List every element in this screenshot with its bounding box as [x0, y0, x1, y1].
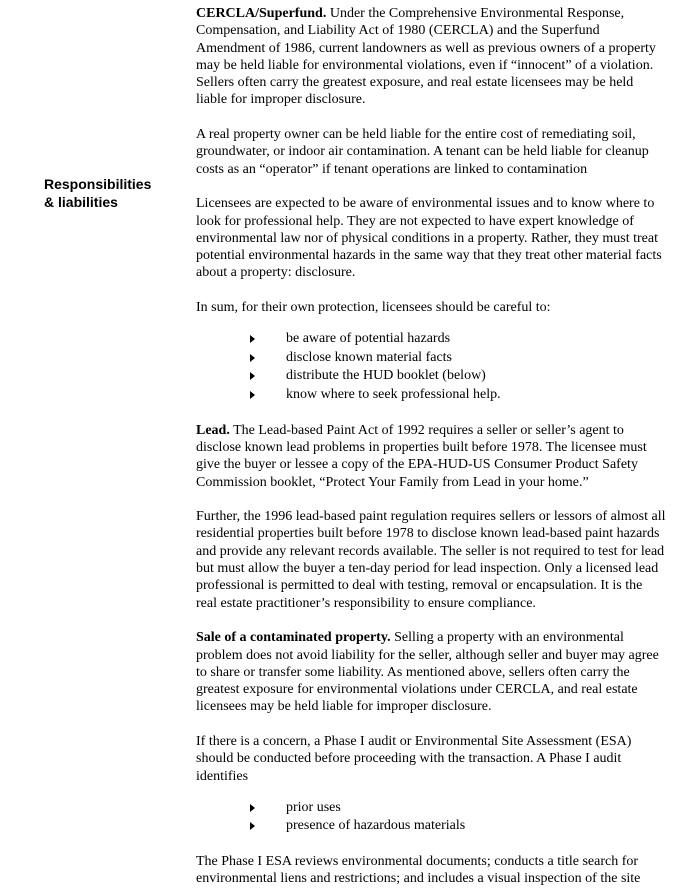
sale-text: Selling a property with an environmental problem does not avoid liability for the seller, although seller and buyer may agree to share or transfer some liability. As mentioned above, sellers often carry the greatest exposure for environmental violations under CERCLA, and real estate licensees may be held liable for improper disclosure.	[196, 630, 659, 715]
cercla-paragraph	[196, 5, 666, 109]
bullet-arrow-icon	[250, 822, 255, 830]
side-heading-line1: Responsibilities	[44, 176, 152, 192]
phase1-list	[196, 799, 666, 836]
bullet-arrow-icon	[250, 391, 255, 399]
phase1-paragraph: If there is a concern, a Phase I audit or Environmental Site Assessment (ESA) should be conducted before proceeding with the transaction. A Phase I audit identifies	[196, 733, 632, 784]
list-item: presence of hazardous materials	[246, 817, 666, 836]
cercla-heading: CERCLA/Superfund.	[196, 6, 327, 21]
cercla-text: Under the Comprehensive Environmental Response, Compensation, and Liability Act of 1980 (CERCLA) and the Superfund Amendment of 1986, current landowners as well as previous owners of a property may be held liable for environmental violations, even if “innocent” of a violation. Sellers often carry the greatest exposure, and real estate licensees may be held liable for improper disclosure.	[196, 6, 656, 108]
side-heading-line2: & liabilities	[44, 194, 118, 210]
careful-list	[196, 330, 666, 404]
phase1-review-paragraph: The Phase I ESA reviews environmental documents; conducts a title search for environmental liens and restrictions; and includes a visual inspection of the site	[196, 854, 641, 887]
licensees-paragraph: Licensees are expected to be aware of environmental issues and to know where to look for professional help. They are not expected to have expert knowledge of environmental law nor of physical conditions in a property. Rather, they must treat potential environmental hazards in the same way that they treat other material facts about a property: disclosure.	[196, 196, 662, 281]
side-heading	[44, 175, 174, 211]
lead-paragraph	[196, 422, 666, 491]
lead-text: The Lead-based Paint Act of 1992 requires a seller or seller’s agent to disclose known lead problems in properties built before 1978. The licensee must give the buyer or lessee a copy of the EPA-HUD-US Consumer Product Safety Commission booklet, “Protect Your Family from Lead in your home.”	[196, 422, 647, 490]
list-item: disclose known material facts	[246, 349, 666, 368]
lead-heading: Lead.	[196, 422, 230, 438]
in-sum-paragraph: In sum, for their own protection, licensees should be careful to:	[196, 300, 551, 316]
lead-regulation-paragraph: Further, the 1996 lead-based paint regulation requires sellers or lessors of almost all residential properties built before 1978 to disclose known lead-based paint hazards and provide any relevant records available. The seller is not required to test for lead but must allow the buyer a ten-day period for lead inspection. Only a licensed lead professional is permitted to deal with testing, removal or encapsulation. It is the real estate practitioner’s responsibility to ensure compliance.	[196, 509, 666, 611]
sale-paragraph	[196, 629, 666, 715]
list-item: be aware of potential hazards	[246, 330, 666, 349]
bullet-arrow-icon	[250, 335, 255, 343]
list-item: prior uses	[246, 799, 666, 818]
body-text	[196, 5, 666, 888]
list-item: know where to seek professional help.	[246, 386, 666, 405]
bullet-arrow-icon	[250, 804, 255, 812]
sale-heading: Sale of a contaminated property.	[196, 630, 391, 646]
bullet-arrow-icon	[250, 372, 255, 380]
owner-liability-paragraph: A real property owner can be held liable for the entire cost of remediating soil, groundwater, or indoor air contamination. A tenant can be held liable for cleanup costs as an “operator” if tenant operations are linked to contamination	[196, 127, 649, 177]
bullet-arrow-icon	[250, 354, 255, 362]
list-item: distribute the HUD booklet (below)	[246, 367, 666, 386]
